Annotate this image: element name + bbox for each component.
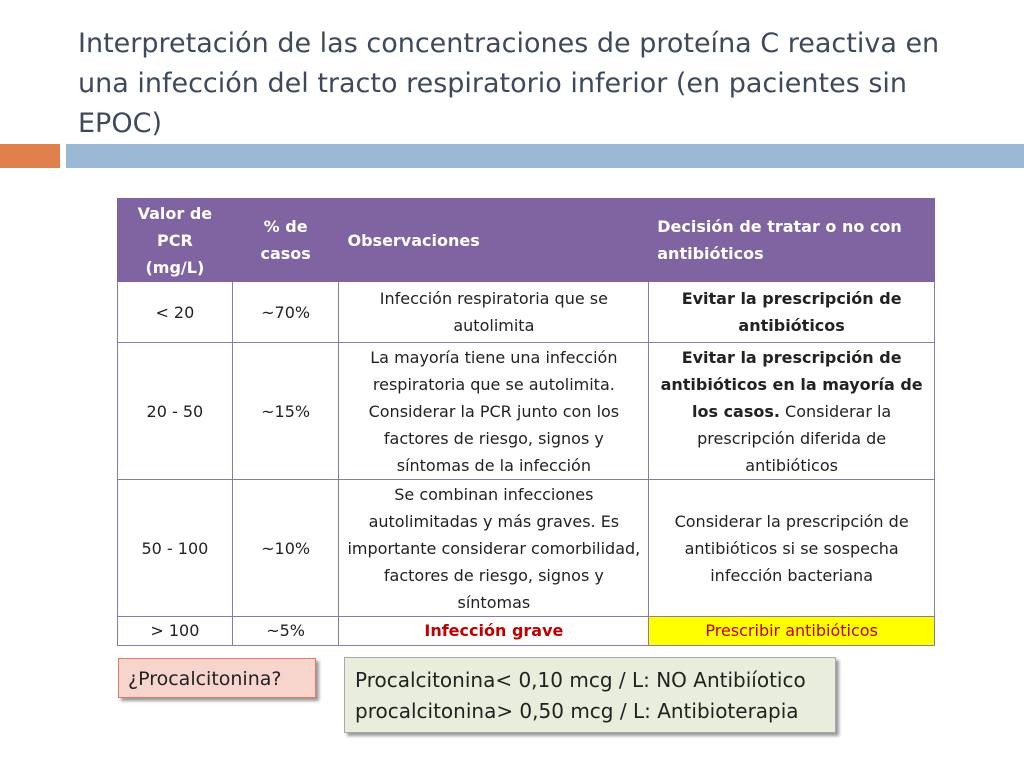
table-row [118, 282, 935, 343]
cell-observaciones: Infección grave [339, 617, 649, 646]
crp-interpretation-table [117, 198, 935, 646]
cell-observaciones: Infección respiratoria que se autolimita [339, 282, 649, 343]
accent-bar-orange [0, 144, 60, 168]
decision-bold-text: Evitar la prescripción de antibióticos [681, 289, 902, 335]
slide-title: Interpretación de las concentraciones de proteína C reactiva en una infección del tracto respiratorio inferior (en pacientes sin EPOC) [78, 28, 940, 139]
cell-casos: ~5% [232, 617, 339, 646]
cell-valor: < 20 [118, 282, 233, 343]
cell-decision-highlighted [649, 617, 935, 646]
accent-bar-blue [66, 144, 1024, 168]
cell-decision [649, 282, 935, 343]
procalcitonina-question-box: ¿Procalcitonina? [118, 658, 316, 698]
cell-valor: 50 - 100 [118, 480, 233, 617]
cell-casos: ~70% [232, 282, 339, 343]
header-valor-pcr: Valor de PCR (mg/L) [118, 199, 233, 282]
cell-observaciones: La mayoría tiene una infección respiratoria que se autolimita. Considerar la PCR junto con los factores de riesgo, signos y síntomas de la infección [339, 343, 649, 480]
cell-decision [649, 343, 935, 480]
decision-text: Considerar la prescripción de antibióticos si se sospecha infección bacteriana [674, 511, 909, 585]
table-row [118, 617, 935, 646]
cell-valor: > 100 [118, 617, 233, 646]
table-row [118, 343, 935, 480]
procalcitonina-info-box [344, 657, 836, 733]
table-row [118, 480, 935, 617]
header-porcentaje-casos: % de casos [232, 199, 339, 282]
procalcitonina-line-1: Procalcitonina< 0,10 mcg / L: NO Antibiíotico [355, 668, 806, 692]
cell-valor: 20 - 50 [118, 343, 233, 480]
cell-decision [649, 480, 935, 617]
header-decision: Decisión de tratar o no con antibióticos [649, 199, 935, 282]
procalcitonina-line-2: procalcitonina> 0,50 mcg / L: Antibioterapia [355, 699, 799, 723]
decision-text: Considerar la prescripción diferida de antibióticos [697, 401, 892, 475]
header-observaciones: Observaciones [339, 199, 649, 282]
table-header-row [118, 199, 935, 282]
cell-casos: ~15% [232, 343, 339, 480]
cell-observaciones: Se combinan infecciones autolimitadas y más graves. Es importante considerar comorbilidad, factores de riesgo, signos y síntomas [339, 480, 649, 617]
cell-casos: ~10% [232, 480, 339, 617]
decision-text: Prescribir antibióticos [705, 621, 878, 640]
decision-bold-text: Evitar la prescripción de antibióticos en la mayoría de los casos. [660, 347, 923, 421]
